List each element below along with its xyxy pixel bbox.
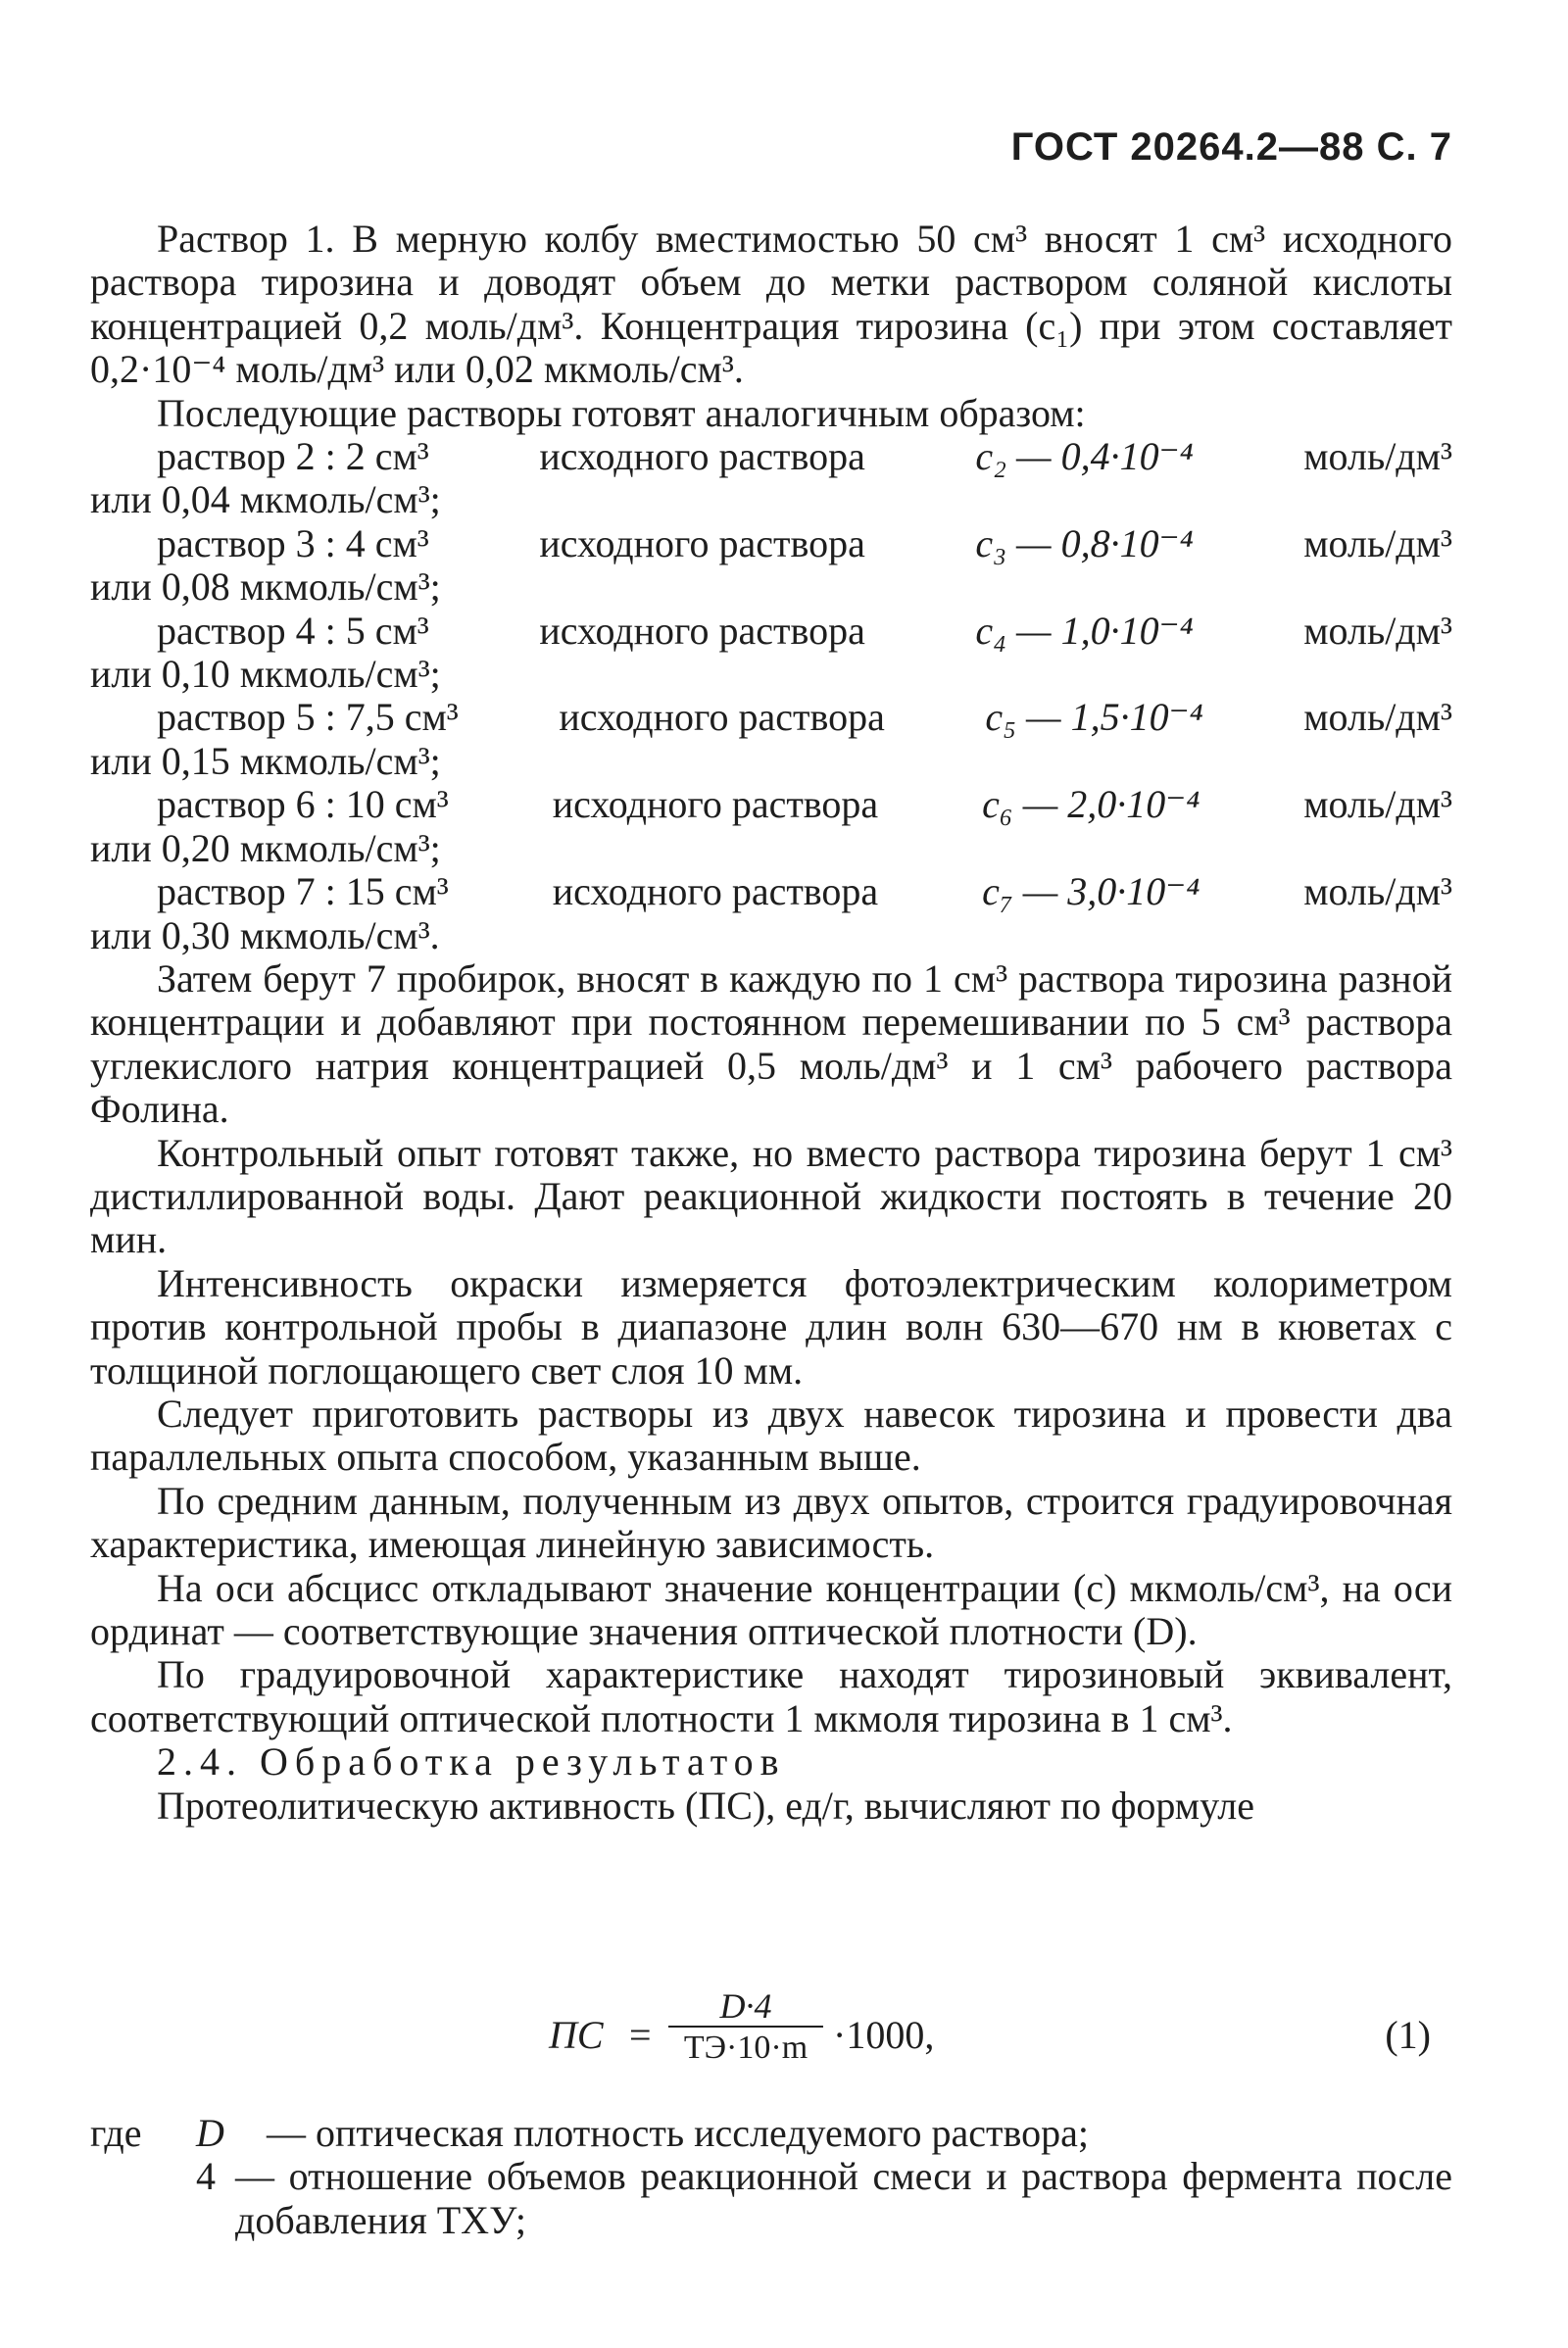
legend-symbol: D bbox=[196, 2111, 224, 2155]
formula-lhs: ПС bbox=[549, 2013, 604, 2057]
solution-item bbox=[90, 696, 1452, 783]
paragraph-equivalent: По градуировочной характеристике находят тирозиновый эквивалент, соответствующий оптической плотности 1 мкмоля тирозина в 1 см³. bbox=[90, 1652, 1452, 1740]
solution-item bbox=[90, 435, 1452, 522]
solutions-list bbox=[90, 435, 1452, 957]
solution-concentration: c₇ — 3,0·10⁻⁴ bbox=[982, 869, 1200, 914]
formula-legend bbox=[90, 2112, 1452, 2242]
legend-symbol: 4 bbox=[196, 2154, 216, 2199]
solution-unit: моль/дм³ bbox=[1303, 434, 1452, 479]
solution-volume: раствор 3 : 4 см³ bbox=[157, 520, 429, 565]
solution-volume: раствор 6 : 10 см³ bbox=[157, 782, 449, 827]
paragraph-test-tubes: Затем берут 7 пробирок, вносят в каждую по 1 см³ раствора тирозина разной концентрации и добавляют при постоянном перемешивании по 5 см³ раствора углекислого натрия концентрацией 0,5 моль/дм³ и 1 см³ рабочего раствора Фолина. bbox=[90, 955, 1452, 1132]
solution-line bbox=[90, 435, 1452, 478]
solution-source: исходного раствора bbox=[552, 869, 879, 914]
solution-volume: раствор 4 : 5 см³ bbox=[157, 608, 429, 653]
solution-unit: моль/дм³ bbox=[1303, 869, 1452, 914]
solution-item bbox=[90, 610, 1452, 697]
paragraph-parallel: Следует приготовить растворы из двух навесок тирозина и провести два параллельных опыта способом, указанным выше. bbox=[90, 1391, 1452, 1480]
paragraph-subsequent-solutions: Последующие растворы готовят аналогичным образом: bbox=[157, 390, 1086, 435]
solution-micromol: или 0,04 мкмоль/см³; bbox=[90, 477, 441, 522]
solution-unit: моль/дм³ bbox=[1303, 695, 1452, 740]
solution-micromol: или 0,20 мкмоль/см³; bbox=[90, 825, 441, 870]
solution-item bbox=[90, 870, 1452, 957]
solution-unit: моль/дм³ bbox=[1303, 782, 1452, 827]
solution-item bbox=[90, 783, 1452, 870]
formula-fraction bbox=[668, 1986, 823, 2069]
solution-line bbox=[90, 783, 1452, 826]
running-header: ГОСТ 20264.2—88 С. 7 bbox=[1010, 125, 1452, 169]
solution-micromol: или 0,10 мкмоль/см³; bbox=[90, 652, 441, 697]
solution-line bbox=[90, 610, 1452, 653]
paragraph-intensity: Интенсивность окраски измеряется фотоэлектрическим колориметром против контрольной пробы в диапазоне длин волн 630—670 нм в кюветах с толщиной поглощающего свет слоя 10 мм. bbox=[90, 1260, 1452, 1393]
legend-row-4 bbox=[90, 2155, 1452, 2242]
solution-micromol: или 0,30 мкмоль/см³. bbox=[90, 912, 440, 957]
solution-unit: моль/дм³ bbox=[1303, 520, 1452, 565]
solution-volume: раствор 2 : 2 см³ bbox=[157, 434, 429, 479]
paragraph-axes: На оси абсцисс откладывают значение концентрации (c) мкмоль/см³, на оси ординат — соответствующие значения оптической плотности (D). bbox=[90, 1565, 1452, 1653]
solution-concentration: c₄ — 1,0·10⁻⁴ bbox=[975, 608, 1194, 653]
formula-number: (1) bbox=[1385, 2013, 1431, 2057]
solution-source: исходного раствора bbox=[552, 782, 879, 827]
solution-concentration: c₂ — 0,4·10⁻⁴ bbox=[975, 434, 1194, 479]
solution-concentration: c₃ — 0,8·10⁻⁴ bbox=[975, 520, 1194, 565]
formula-1 bbox=[549, 1986, 1431, 2082]
solution-line bbox=[90, 522, 1452, 565]
legend-lead: где bbox=[90, 2111, 142, 2155]
paragraph-solution-1: Раствор 1. В мерную колбу вместимостью 50 см³ вносят 1 см³ исходного раствора тирозина и доводят объем до метки раствором соляной кислоты концентрацией 0,2 моль/дм³. Концентрация тирозина (c₁) при этом составляет 0,2·10⁻⁴ моль/дм³ или 0,02 мкмоль/см³. bbox=[90, 217, 1452, 392]
formula-numerator: D·4 bbox=[668, 1986, 823, 2028]
paragraph-control: Контрольный опыт готовят также, но вместо раствора тирозина берут 1 см³ дистиллированной воды. Дают реакционной жидкости постоять в течение 20 мин. bbox=[90, 1130, 1452, 1262]
solution-source: исходного раствора bbox=[559, 695, 885, 740]
paragraph-formula-intro: Протеолитическую активность (ПС), ед/г, вычисляют по формуле bbox=[157, 1783, 1255, 1828]
legend-text: — оптическая плотность исследуемого раствора; bbox=[267, 2111, 1089, 2155]
legend-text: — отношение объемов реакционной смеси и раствора фермента после добавления ТХУ; bbox=[235, 2154, 1452, 2242]
solution-line bbox=[90, 870, 1452, 913]
solution-source: исходного раствора bbox=[539, 434, 865, 479]
solution-concentration: c₅ — 1,5·10⁻⁴ bbox=[985, 695, 1203, 740]
legend-row-d bbox=[90, 2112, 1452, 2155]
formula-equals: = bbox=[629, 2013, 652, 2057]
solution-micromol: или 0,08 мкмоль/см³; bbox=[90, 564, 441, 610]
formula-multiplier: ·1000, bbox=[833, 2013, 935, 2057]
solution-source: исходного раствора bbox=[539, 608, 865, 653]
main-text bbox=[90, 218, 1452, 1828]
solution-concentration: c₆ — 2,0·10⁻⁴ bbox=[982, 782, 1200, 827]
solution-unit: моль/дм³ bbox=[1303, 608, 1452, 653]
solution-line bbox=[90, 696, 1452, 739]
section-heading: 2.4. Обработка результатов bbox=[157, 1739, 786, 1785]
solution-item bbox=[90, 522, 1452, 610]
solution-source: исходного раствора bbox=[539, 520, 865, 565]
solution-micromol: или 0,15 мкмоль/см³; bbox=[90, 738, 441, 783]
solution-volume: раствор 5 : 7,5 см³ bbox=[157, 695, 459, 740]
paragraph-calibration: По средним данным, полученным из двух опытов, строится градуировочная характеристика, имеющая линейную зависимость. bbox=[90, 1478, 1452, 1567]
solution-volume: раствор 7 : 15 см³ bbox=[157, 869, 449, 914]
formula-denominator: ТЭ·10·m bbox=[683, 2030, 808, 2066]
